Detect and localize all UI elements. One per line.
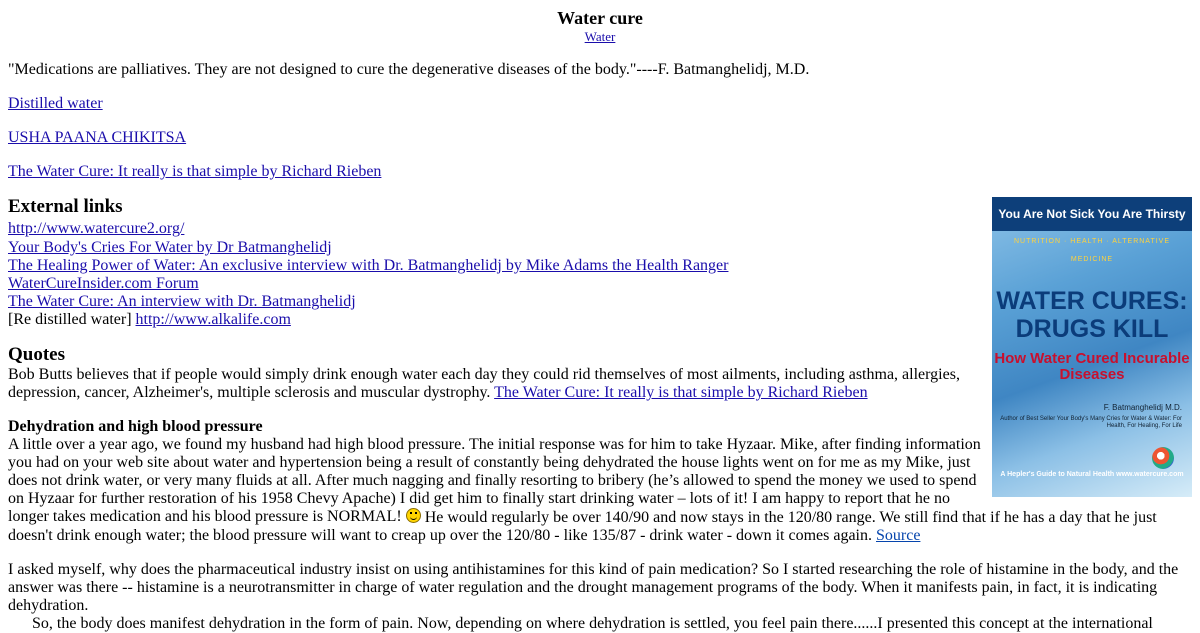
external-link[interactable]: The Healing Power of Water: An exclusive interview with Dr. Batmanghelidj by Mike Adams the Health Ranger: [8, 257, 729, 274]
link-water-cure-rieben[interactable]: The Water Cure: It really is that simple by Richard Rieben: [8, 163, 382, 180]
source-link[interactable]: Source: [876, 527, 921, 544]
link-usha-paana-chikitsa[interactable]: USHA PAANA CHIKITSA: [8, 129, 187, 146]
external-link-prefix: [Re distilled water]: [8, 311, 132, 328]
book-footer: A Hepler's Guide to Natural Health www.watercure.com: [1000, 471, 1184, 478]
book-title: WATER CURES: DRUGS KILL: [996, 287, 1188, 343]
book-cover-image: [992, 197, 1192, 497]
publisher-logo-icon: [1152, 447, 1174, 469]
paragraph-histamine: I asked myself, why does the pharmaceutical industry insist on using antihistamines for this kind of pain medication? So I started researching the role of histamine in the body, and the answer was there -- histamine is a neurotransmitter in charge of water regulation and the drought management programs of the body. When it manifests pain, in fact, it is indicating dehydration.: [8, 561, 1179, 614]
dehydration-continued: [8, 508, 1192, 545]
quotes-link[interactable]: The Water Cure: It really is that simple by Richard Rieben: [494, 384, 868, 401]
quote-text: "Medications are palliatives. They are not designed to cure the degenerative diseases of the body."----F. Batmanghelidj, M.D.: [8, 61, 810, 78]
paragraph-pain: So, the body does manifest dehydration in the form of pain. Now, depending on where dehydration is settled, you feel pain there......I presented this concept at the international: [32, 615, 1153, 632]
book-subtitle: How Water Cured Incurable Diseases: [994, 350, 1190, 383]
external-link-alkalife[interactable]: http://www.alkalife.com: [135, 311, 291, 328]
book-tags: NUTRITION · HEALTH · ALTERNATIVE MEDICINE: [1013, 238, 1171, 263]
dehydration-text-b: He would regularly be over 140/90 and now stays in the 120/80 range. We still find that if he has a day that he just doesn't drink enough water; the blood pressure will want to creap up over the 120/80 - like 135/87 - drink water - down it comes again.: [8, 509, 1157, 544]
book-description: Author of Best Seller Your Body's Many Cries for Water & Water: For Health, For Healing, For Life: [1000, 416, 1182, 429]
book-banner: You Are Not Sick You Are Thirsty: [992, 197, 1192, 231]
external-link[interactable]: http://www.watercure2.org/: [8, 220, 185, 237]
dehydration-heading: Dehydration and high blood pressure: [8, 418, 263, 435]
external-link[interactable]: Your Body's Cries For Water by Dr Batmanghelidj: [8, 239, 332, 256]
quotes-heading: Quotes: [8, 344, 65, 365]
quotes-paragraph: [8, 366, 988, 402]
external-links-heading: External links: [8, 196, 123, 217]
category-link[interactable]: Water: [584, 29, 616, 44]
external-link[interactable]: The Water Cure: An interview with Dr. Batmanghelidj: [8, 293, 356, 310]
external-link[interactable]: WaterCureInsider.com Forum: [8, 275, 199, 292]
page-title: Water cure: [557, 8, 643, 28]
link-distilled-water[interactable]: Distilled water: [8, 95, 103, 112]
book-author: F. Batmanghelidj M.D.: [1103, 403, 1182, 412]
dehydration-text-a: A little over a year ago, we found my husband had high blood pressure. The initial response was for him to take Hyzaar. Mike, after finding information you had on your web site about water and hypertension being a result of constantly being dehydrated the house lights went on for me as my Mike, just does not drink water, or very many fluids at all. After much nagging and finally resorting to bribery (he’s allowed to spend the money we used to spend on Hyzaar for further restoration of his 1958 Chevy Apache) I did get him to finally start drinking water – lots of it! I am happy to report that he no longer takes medication and his blood pressure is NORMAL!: [8, 436, 981, 525]
smiley-icon: [406, 508, 421, 523]
quotes-text: Bob Butts believes that if people would simply drink enough water each day they could rid themselves of most ailments, including asthma, allergies, depression, cancer, Alzheimer's, multiple sclerosis and muscular dystrophy.: [8, 366, 960, 401]
